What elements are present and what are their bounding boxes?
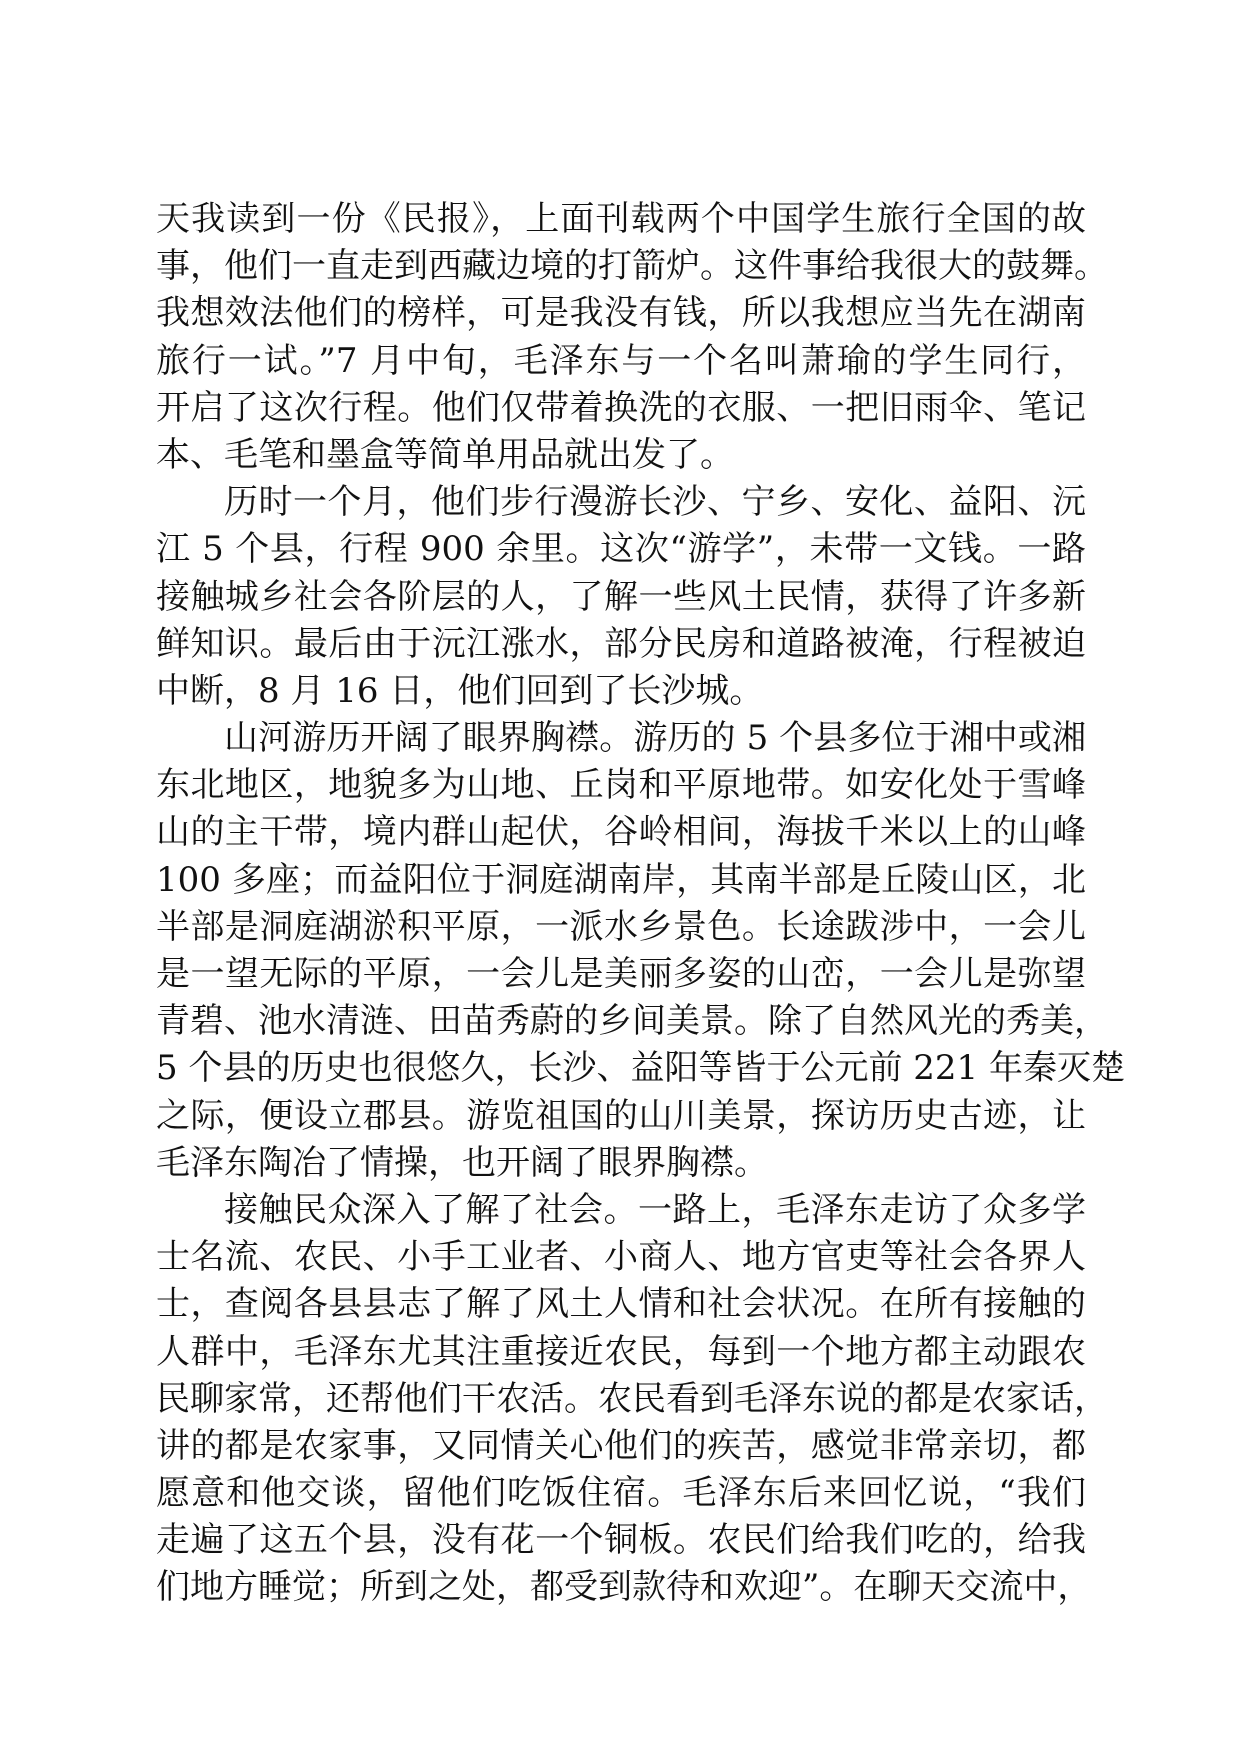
text-line: 历时一个月，他们步行漫游长沙、宁乡、安化、益阳、沅	[224, 482, 1086, 523]
text-line: 山的主干带，境内群山起伏，谷岭相间，海拔千米以上的山峰	[156, 812, 1086, 853]
text-line: 接触民众深入了解了社会。一路上，毛泽东走访了众多学	[224, 1189, 1086, 1230]
text-line: 东北地区，地貌多为山地、丘岗和平原地带。如安化处于雪峰	[156, 765, 1086, 806]
text-line: 事，他们一直走到西藏边境的打箭炉。这件事给我很大的鼓舞。	[156, 246, 1108, 287]
text-line: 5 个县的历史也很悠久，长沙、益阳等皆于公元前 221 年秦灭楚	[156, 1048, 1125, 1089]
text-line: 走遍了这五个县，没有花一个铜板。农民们给我们吃的，给我	[156, 1520, 1086, 1561]
text-line: 接触城乡社会各阶层的人，了解一些风土民情，获得了许多新	[156, 576, 1086, 617]
text-line: 江 5 个县，行程 900 余里。这次“游学”，未带一文钱。一路	[156, 529, 1086, 570]
text-line: 是一望无际的平原，一会儿是美丽多姿的山峦，一会儿是弥望	[156, 954, 1086, 994]
text-line: 半部是洞庭湖淤积平原，一派水乡景色。长途跋涉中，一会儿	[156, 906, 1086, 947]
text-line: 士名流、农民、小手工业者、小商人、地方官吏等社会各界人	[156, 1237, 1086, 1278]
text-line: 讲的都是农家事，又同情关心他们的疾苦，感觉非常亲切，都	[156, 1425, 1086, 1466]
text-line: 愿意和他交谈，留他们吃饭住宿。毛泽东后来回忆说，“我们	[156, 1473, 1086, 1514]
text-line: 天我读到一份《民报》，上面刊载两个中国学生旅行全国的故	[156, 199, 1086, 239]
text-line: 士，查阅各县县志了解了风土人情和社会状况。在所有接触的	[156, 1284, 1086, 1325]
text-line: 中断，8 月 16 日，他们回到了长沙城。	[156, 670, 764, 711]
text-line: 本、毛笔和墨盒等简单用品就出发了。	[156, 434, 734, 475]
text-line: 旅行一试。”7 月中旬，毛泽东与一个名叫萧瑜的学生同行，	[156, 340, 1086, 381]
text-line: 们地方睡觉；所到之处，都受到款待和欢迎”。在聊天交流中，	[156, 1567, 1092, 1608]
text-line: 青碧、池水清涟、田苗秀蔚的乡间美景。除了自然风光的秀美，	[156, 1001, 1108, 1042]
text-line: 鲜知识。最后由于沅江涨水，部分民房和道路被淹，行程被迫	[156, 623, 1086, 664]
text-line: 我想效法他们的榜样，可是我没有钱，所以我想应当先在湖南	[156, 293, 1086, 334]
text-line: 民聊家常，还帮他们干农活。农民看到毛泽东说的都是农家话，	[156, 1378, 1108, 1419]
text-line: 毛泽东陶冶了情操，也开阔了眼界胸襟。	[156, 1142, 768, 1183]
text-line: 100 多座；而益阳位于洞庭湖南岸，其南半部是丘陵山区，北	[156, 859, 1086, 900]
text-line: 开启了这次行程。他们仅带着换洗的衣服、一把旧雨伞、笔记	[156, 387, 1086, 428]
body-text	[156, 196, 1125, 1612]
text-line: 人群中，毛泽东尤其注重接近农民，每到一个地方都主动跟农	[156, 1331, 1086, 1372]
text-line: 之际，便设立郡县。游览祖国的山川美景，探访历史古迹，让	[156, 1095, 1086, 1136]
text-line: 山河游历开阔了眼界胸襟。游历的 5 个县多位于湘中或湘	[224, 718, 1086, 759]
